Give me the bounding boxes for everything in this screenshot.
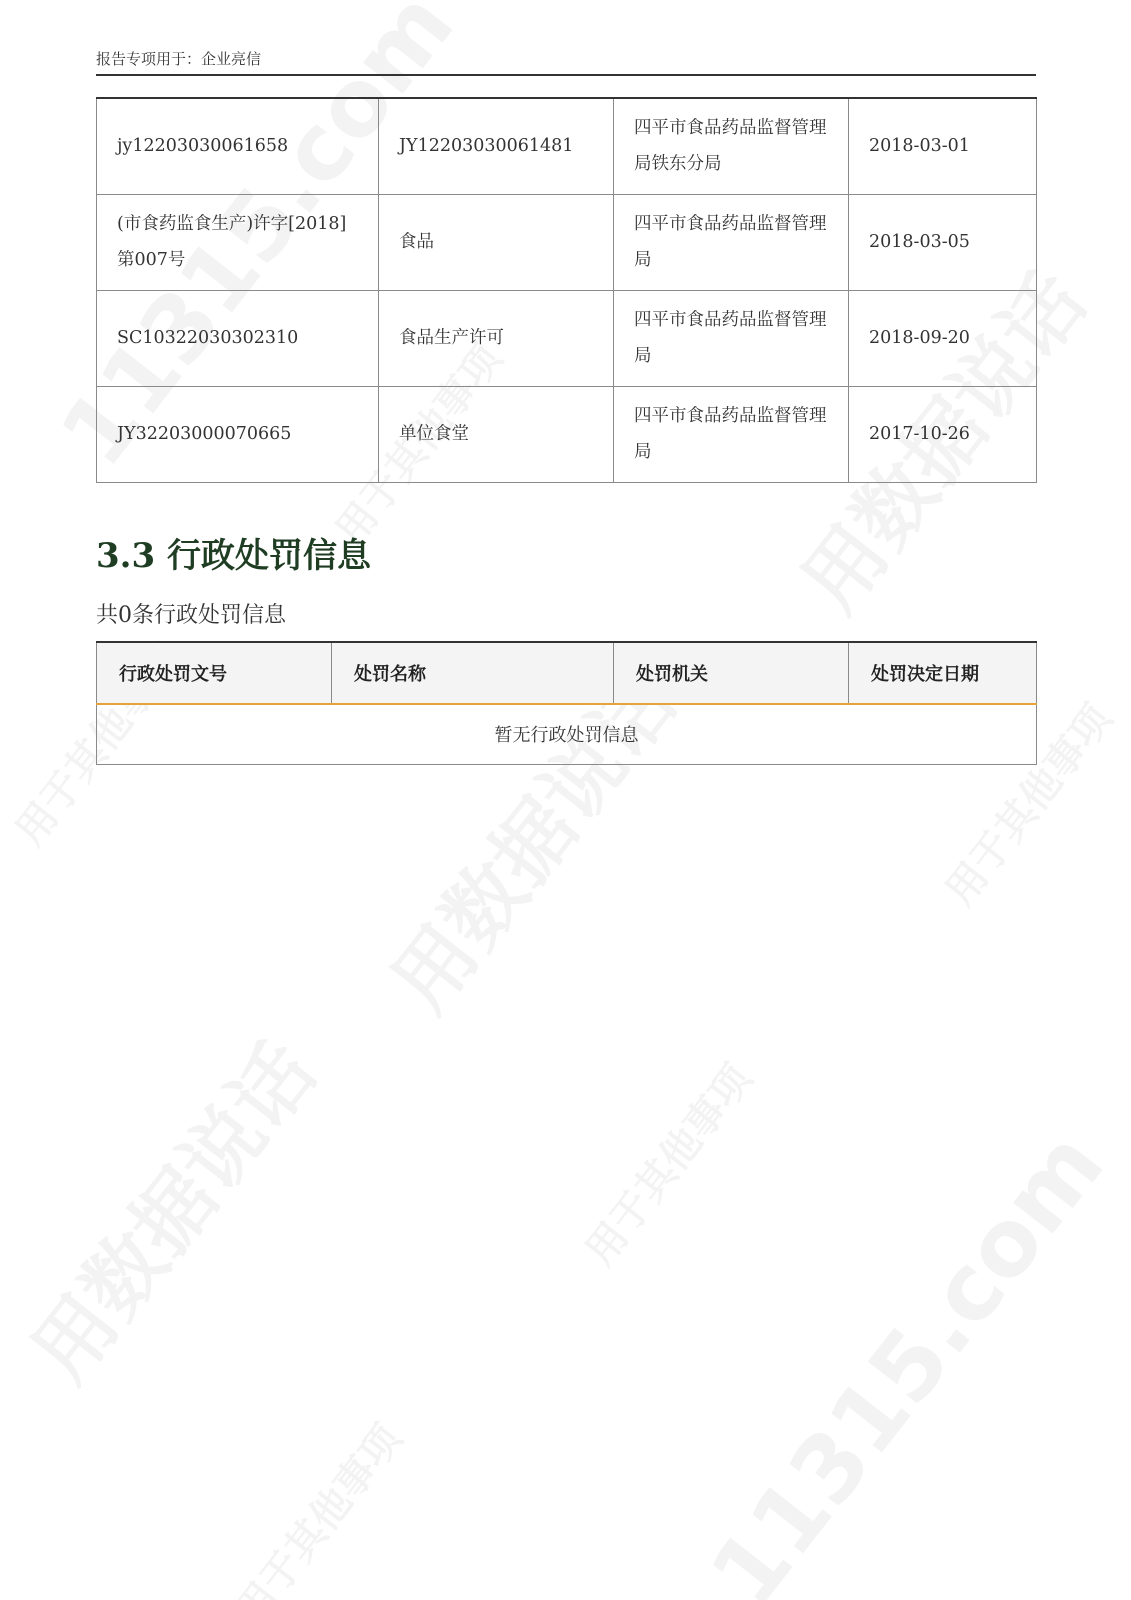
header-divider <box>96 74 1036 76</box>
empty-state-message: 暂无行政处罚信息 <box>97 704 1037 764</box>
license-number-cell: jy12203030061658 <box>97 98 379 194</box>
license-name-cell: 食品 <box>379 194 614 290</box>
license-table <box>96 97 1037 483</box>
license-date-cell: 2017-10-26 <box>849 386 1037 482</box>
license-number-cell: (市食药监食生产)许字[2018]第007号 <box>97 194 379 290</box>
page-header: 报告专项用于：企业亮信 <box>96 50 262 68</box>
penalty-count: 共0条行政处罚信息 <box>96 603 286 628</box>
column-header-penalty-name: 处罚名称 <box>332 642 614 704</box>
license-name-cell: 单位食堂 <box>379 386 614 482</box>
license-authority-cell: 四平市食品药品监督管理局 <box>614 194 849 290</box>
license-name-cell: 食品生产许可 <box>379 290 614 386</box>
table-row <box>97 98 1037 194</box>
license-authority-cell: 四平市食品药品监督管理局 <box>614 290 849 386</box>
license-number-cell: SC10322030302310 <box>97 290 379 386</box>
table-row <box>97 194 1037 290</box>
license-name-cell: JY12203030061481 <box>379 98 614 194</box>
table-row <box>97 290 1037 386</box>
license-date-cell: 2018-03-05 <box>849 194 1037 290</box>
table-header-row <box>97 642 1037 704</box>
license-authority-cell: 四平市食品药品监督管理局 <box>614 386 849 482</box>
column-header-decision-date: 处罚决定日期 <box>849 642 1037 704</box>
license-authority-cell: 四平市食品药品监督管理局铁东分局 <box>614 98 849 194</box>
license-date-cell: 2018-09-20 <box>849 290 1037 386</box>
section-title: 3.3 行政处罚信息 <box>96 536 371 576</box>
license-date-cell: 2018-03-01 <box>849 98 1037 194</box>
license-number-cell: JY32203000070665 <box>97 386 379 482</box>
table-row <box>97 704 1037 764</box>
penalty-table <box>96 641 1037 765</box>
column-header-document-number: 行政处罚文号 <box>97 642 332 704</box>
column-header-authority: 处罚机关 <box>614 642 849 704</box>
table-row <box>97 386 1037 482</box>
